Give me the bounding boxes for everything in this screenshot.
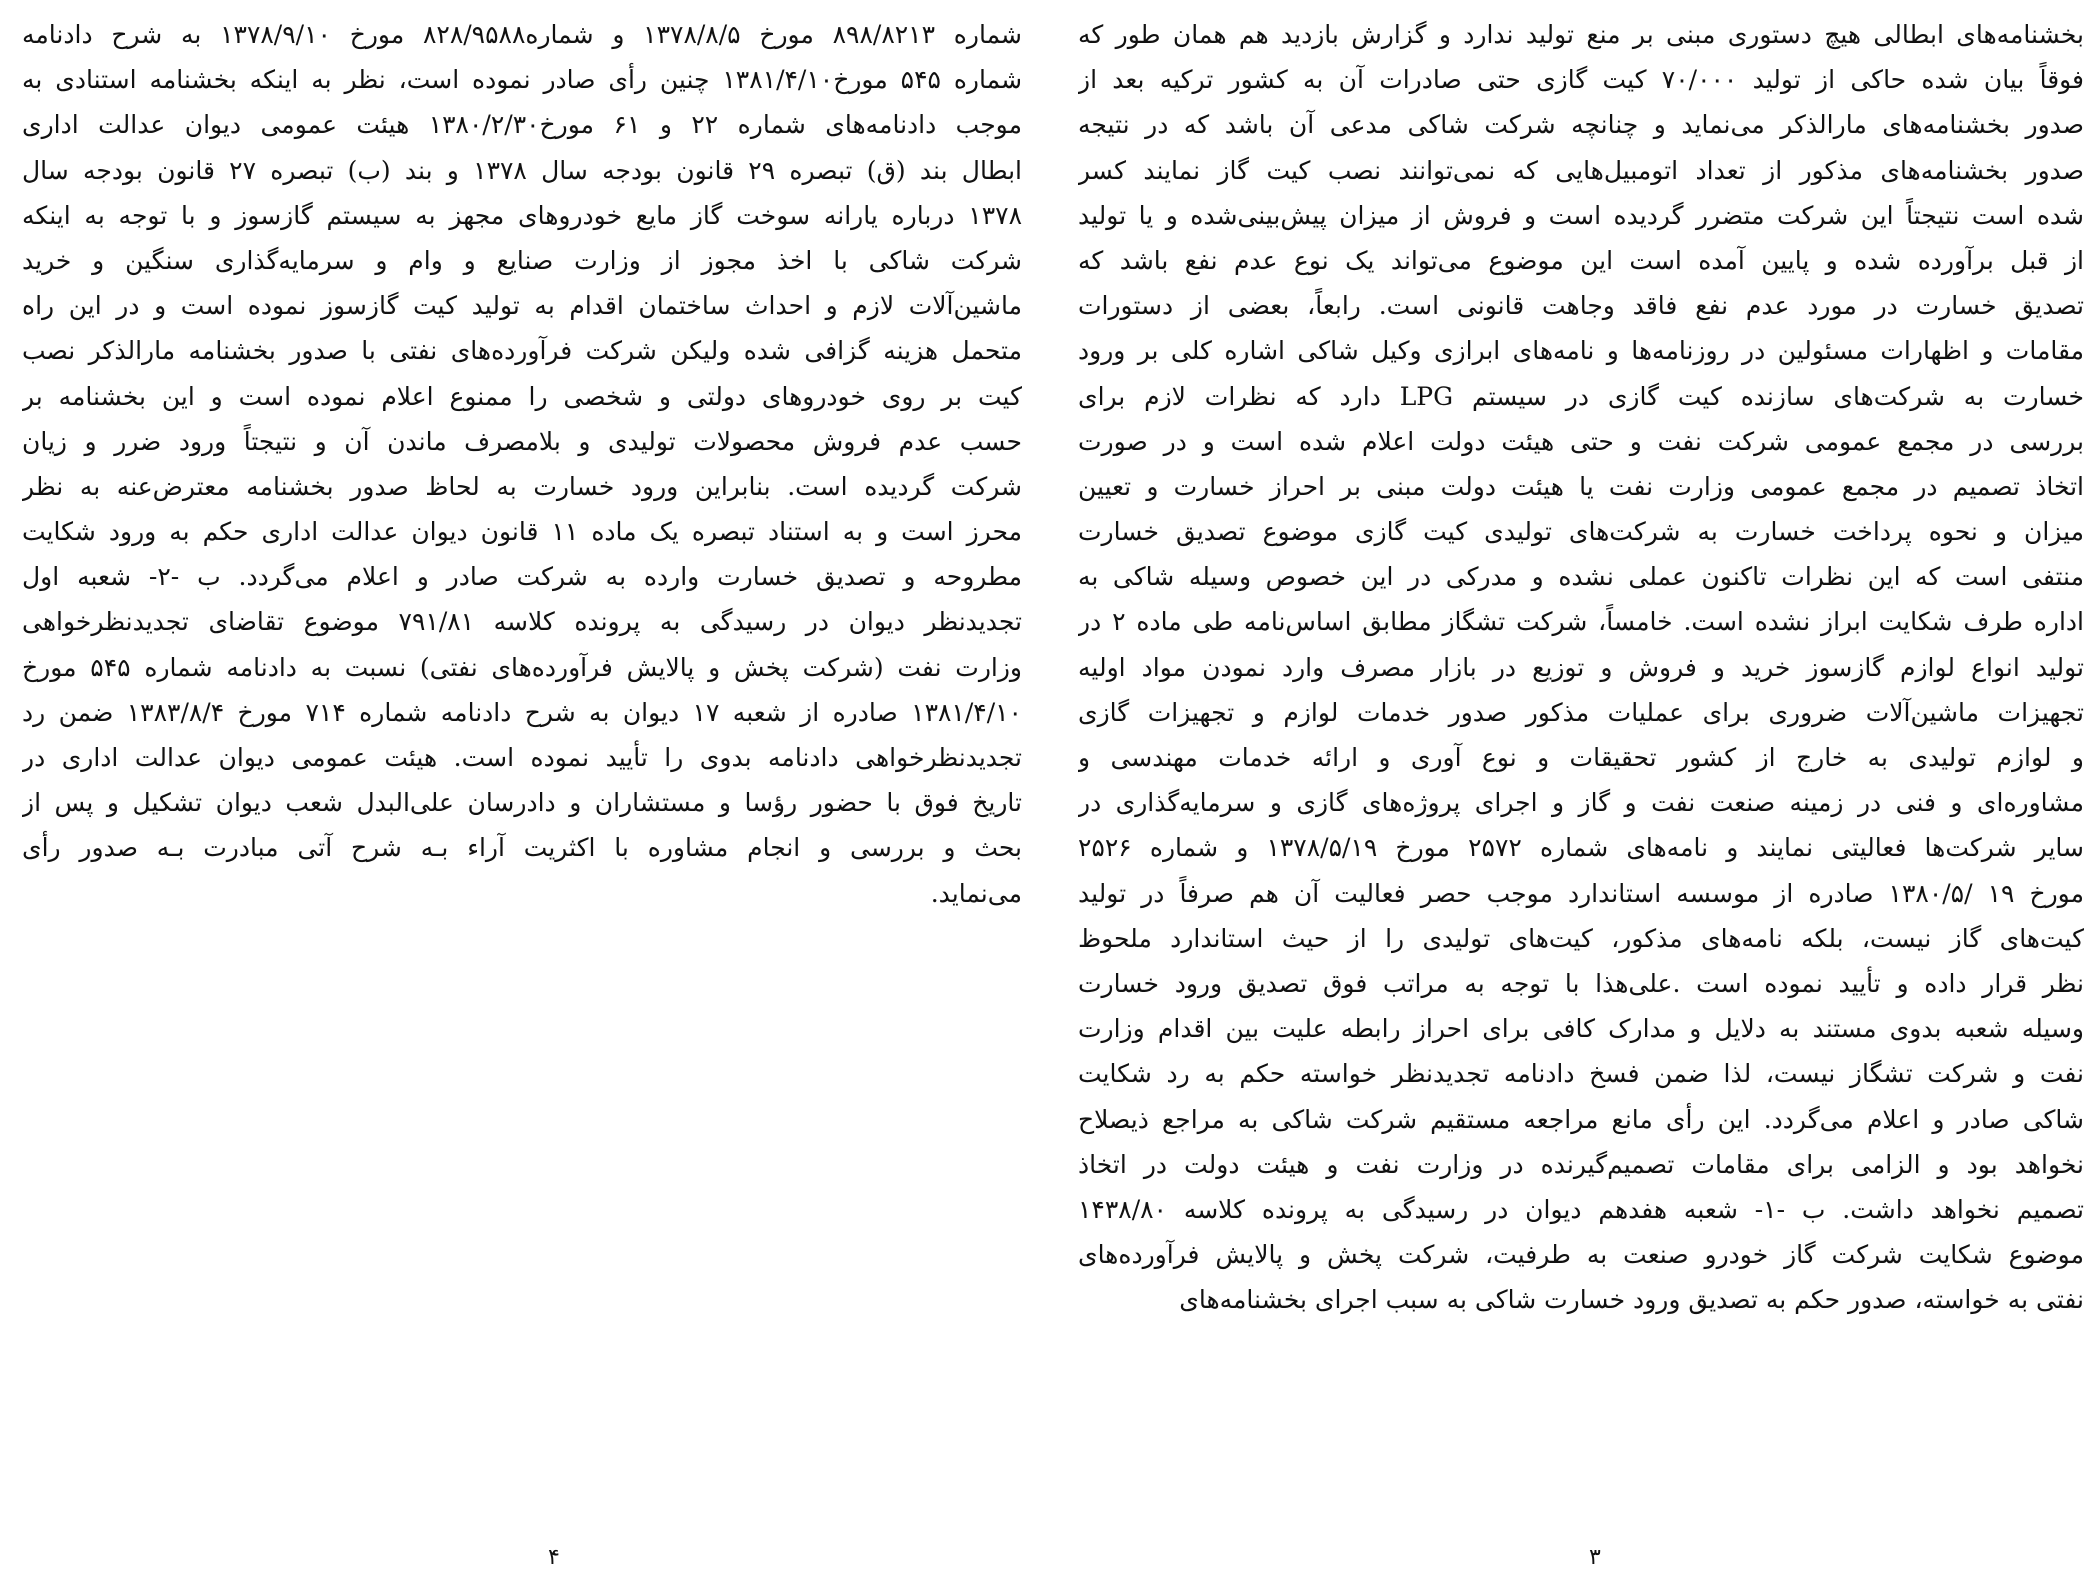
text-line: شرکت شاکی با اخذ مجوز از وزارت صنایع و وام و سرمایه‌گذاری سنگین و خرید	[22, 245, 1022, 275]
text-line: نظر قرار داده و تأیید نموده است .علی‌هذا با توجه به مراتب فوق تصدیق ورود خسارت	[1078, 968, 2084, 998]
text-line: مطروحه و تصدیق خسارت وارده به شرکت صادر و اعلام می‌گردد. ب -۲- شعبه اول	[22, 562, 1022, 592]
text-line: وزارت نفت (شرکت پخش و پالایش فرآورده‌های نفتی) نسبت به دادنامه شماره ۵۴۵ مورخ	[22, 652, 1022, 682]
text-line: موجب دادنامه‌های شماره ۲۲ و ۶۱ مورخ۱۳۸۰/۲/۳۰ هیئت عمومی دیوان عدالت اداری	[22, 110, 1022, 140]
text-line: ۱۳۸۱/۴/۱۰ صادره از شعبه ۱۷ دیوان به شرح دادنامه شماره ۷۱۴ مورخ ۱۳۸۳/۸/۴ ضمن رد	[22, 697, 1022, 727]
text-line: موضوع شکایت شرکت گاز خودرو صنعت به طرفیت، شرکت پخش و پالایش فرآورده‌های	[1078, 1240, 2084, 1270]
text-line: و لوازم تولیدی به خارج از کشور تحقیقات و نوع آوری و ارائه خدمات مهندسی و	[1078, 743, 2084, 772]
text-line: نفتی به خواسته، صدور حکم به تصدیق ورود خسارت شاکی به سبب اجرای بخشنامه‌های	[1179, 1285, 2084, 1315]
page-number-left: ۴	[548, 1545, 560, 1570]
text-line: تاریخ فوق با حضور رؤسا و مستشاران و دادرسان علی‌البدل شعب دیوان تشکیل و پس از	[22, 788, 1022, 818]
text-line: می‌نماید.	[930, 878, 1022, 908]
text-line: خسارت به شرکت‌های سازنده کیت گازی در سیستم LPG دارد که نظرات لازم برای	[1078, 381, 2084, 411]
text-line: حسب عدم فروش محصولات تولیدی و بلامصرف ماندن آن و نتیجتاً ورود ضرر و زیان	[22, 426, 1022, 456]
text-line: سایر شرکت‌ها فعالیتی نمایند و نامه‌های شماره ۲۵۷۲ مورخ ۱۳۷۸/۵/۱۹ و شماره ۲۵۲۶	[1078, 833, 2084, 863]
left-page	[22, 12, 1022, 1572]
text-line: شماره ۸۹۸/۸۲۱۳ مورخ ۱۳۷۸/۸/۵ و شماره۸۲۸/۹۵۸۸ مورخ ۱۳۷۸/۹/۱۰ به شرح دادنامه	[22, 20, 1022, 49]
text-line: ماشین‌آلات لازم و احداث ساختمان اقدام به تولید کیت گازسوز نموده است و در این راه	[22, 291, 1022, 321]
text-line: از قبل برآورده شده و پایین آمده است این موضوع می‌تواند یک نوع عدم نفع باشد که	[1078, 245, 2084, 275]
text-line: مورخ ۱۹ /۱۳۸۰/۵ صادره از موسسه استاندارد موجب حصر فعالیت آن هم صرفاً در تولید	[1078, 878, 2084, 908]
text-line: صدور بخشنامه‌های مذکور از تعداد اتومبیل‌هایی که نمی‌توانند نصب کیت گاز نمایند کسر	[1078, 155, 2084, 185]
text-line: بررسی در مجمع عمومی شرکت نفت و حتی هیئت دولت اعلام شده است و در صورت	[1078, 426, 2084, 456]
text-line: منتفی است که این نظرات تاکنون عملی نشده و مدرکی در این خصوص وسیله شاکی به	[1078, 562, 2084, 592]
text-line: تصمیم نخواهد داشت. ب -۱- شعبه هفدهم دیوان در رسیدگی به پرونده کلاسه ۱۴۳۸/۸۰	[1078, 1194, 2084, 1224]
text-line: مشاوره‌ای و فنی در زمینه صنعت نفت و گاز و اجرای پروژه‌های گازی و سرمایه‌گذاری در	[1078, 788, 2084, 818]
text-line: کیت بر روی خودروهای دولتی و شخصی را ممنوع اعلام نموده است و این بخشنامه بر	[22, 381, 1022, 411]
text-line: محرز است و به استناد تبصره یک ماده ۱۱ قانون دیوان عدالت اداری حکم به ورود شکایت	[22, 517, 1022, 547]
text-line: تجدیدنظرخواهی دادنامه بدوی را تأیید نموده است. هیئت عمومی دیوان عدالت اداری در	[22, 743, 1022, 772]
text-line: تجدیدنظر دیوان در رسیدگی به پرونده کلاسه ۷۹۱/۸۱ موضوع تقاضای تجدیدنظرخواهی	[22, 607, 1022, 637]
text-line: متحمل هزینه گزافی شده ولیکن شرکت فرآورده‌های نفتی با صدور بخشنامه مارالذکر نصب	[22, 336, 1022, 366]
text-line: بحث و بررسی و انجام مشاوره با اکثریت آراء بـه شرح آتی مبادرت بـه صدور رأی	[22, 833, 1022, 863]
text-line: شرکت گردیده است. بنابراین ورود خسارت به لحاظ صدور بخشنامه معترض‌عنه به نظر	[22, 471, 1022, 501]
text-line: شماره ۵۴۵ مورخ۱۳۸۱/۴/۱۰ چنین رأی صادر نموده است، نظر به اینکه بخشنامه استنادی به	[22, 65, 1022, 95]
text-line: وسیله شعبه بدوی مستند به دلایل و مدارک کافی برای احراز رابطه علیت بین اقدام وزارت	[1078, 1014, 2084, 1044]
text-line: صدور بخشنامه‌های مارالذکر می‌نماید و چنانچه شرکت شاکی مدعی آن باشد که در نتیجه	[1078, 110, 2084, 140]
text-line: اداره طرف شکایت ابراز نشده است. خامساً، شرکت تشگاز مطابق اساس‌نامه طی ماده ۲ در	[1078, 607, 2084, 637]
right-page-text	[1078, 12, 2084, 1322]
text-line: اتخاذ تصمیم در مجمع عمومی وزارت نفت یا هیئت دولت مبنی بر احراز خسارت و تعیین	[1078, 471, 2084, 501]
text-line: نفت و شرکت تشگاز نیست، لذا ضمن فسخ دادنامه تجدیدنظر خواسته حکم به رد شکایت	[1078, 1059, 2084, 1089]
text-line: کیت‌های گاز نیست، بلکه نامه‌های مذکور، کیت‌های تولیدی را از حیث استاندارد ملحوظ	[1078, 923, 2084, 953]
text-line: تولید انواع لوازم گازسوز خرید و فروش و توزیع در بازار مصرف وارد نمودن مواد اولیه	[1078, 652, 2084, 682]
text-line: ابطال بند (ق) تبصره ۲۹ قانون بودجه سال ۱۳۷۸ و بند (ب) تبصره ۲۷ قانون بودجه سال	[22, 155, 1022, 185]
left-page-text	[22, 12, 1022, 916]
text-line: فوقاً بیان شده حاکی از تولید ۷۰/۰۰۰ کیت گازی حتی صادرات آن به کشور ترکیه بعد از	[1078, 65, 2084, 95]
text-line: مقامات و اظهارات مسئولین در روزنامه‌ها و نامه‌های ابرازی وکیل شاکی اشاره کلی بر ورود	[1078, 336, 2084, 366]
page-number-right: ۳	[1589, 1545, 1601, 1570]
right-page	[1078, 12, 2084, 1572]
text-line: میزان و نحوه پرداخت خسارت به شرکت‌های تولیدی کیت گازی موضوع تصدیق خسارت	[1078, 517, 2084, 547]
text-line: بخشنامه‌های ابطالی هیچ دستوری مبنی بر منع تولید ندارد و گزارش بازدید هم همان طور که	[1078, 20, 2084, 49]
text-line: نخواهد بود و الزامی برای مقامات تصمیم‌گیرنده در وزارت نفت و هیئت دولت در اتخاذ	[1078, 1149, 2084, 1179]
text-line: شاکی صادر و اعلام می‌گردد. این رأی مانع مراجعه مستقیم شرکت شاکی به مراجع ذیصلاح	[1078, 1104, 2084, 1134]
text-line: شده است نتیجتاً این شرکت متضرر گردیده است و فروش از میزان پیش‌بینی‌شده و یا تولید	[1078, 200, 2084, 230]
text-line: تصدیق خسارت در مورد عدم نفع فاقد وجاهت قانونی است. رابعاً، بعضی از دستورات	[1078, 291, 2084, 321]
text-line: تجهیزات ماشین‌آلات ضروری برای عملیات مذکور صدور خدمات لوازم و تجهیزات گازی	[1078, 697, 2084, 727]
text-line: ۱۳۷۸ درباره یارانه سوخت گاز مایع خودروهای مجهز به سیستم گازسوز و با توجه به اینکه	[22, 200, 1022, 230]
